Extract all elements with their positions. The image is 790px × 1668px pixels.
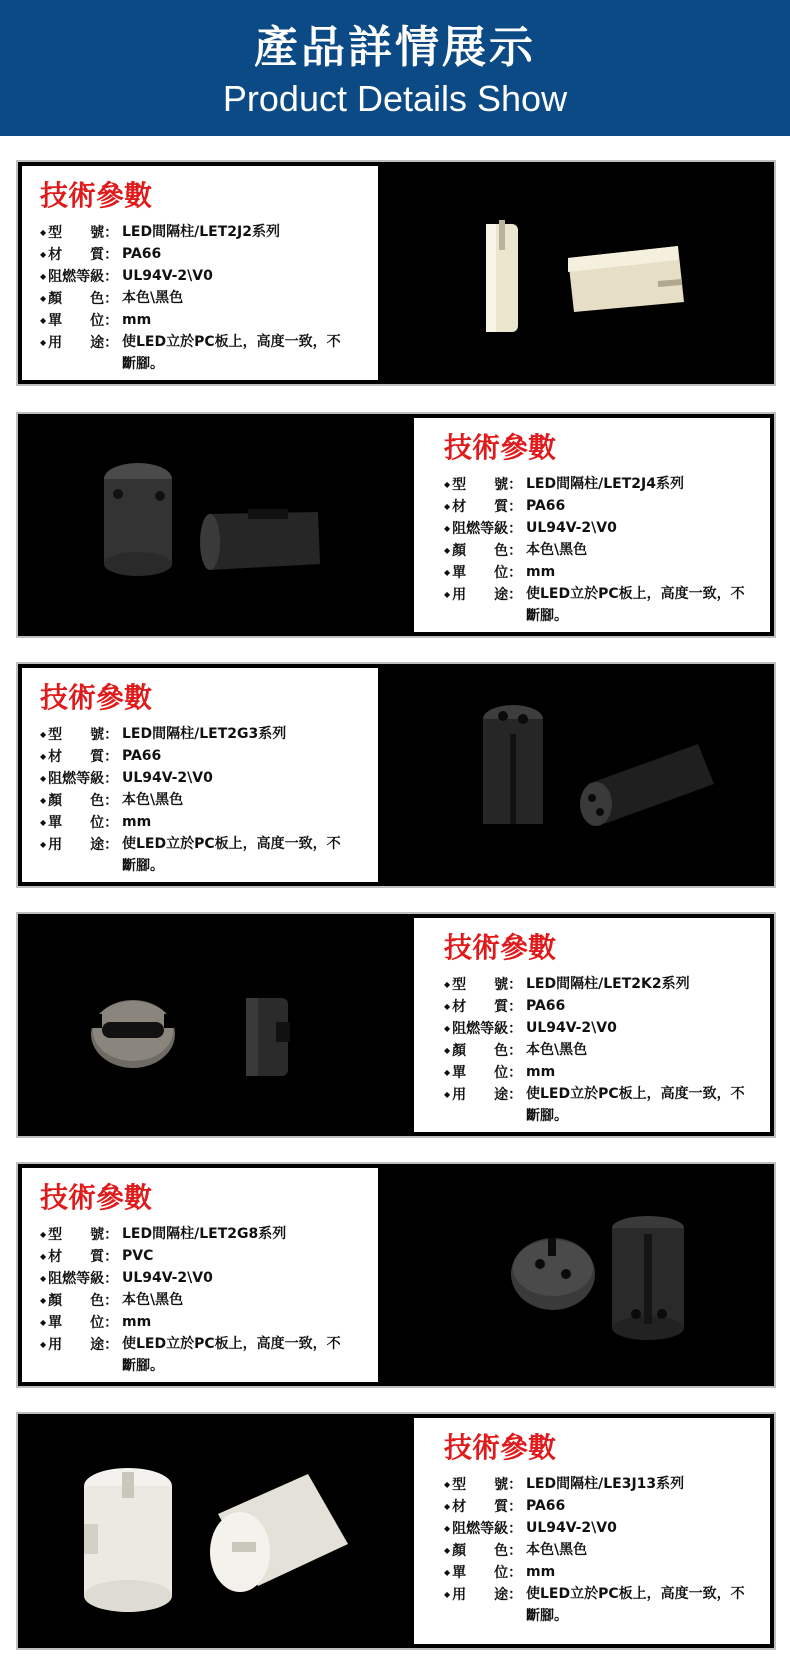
spec-heading: 技術參數 xyxy=(40,681,153,714)
spec-list xyxy=(444,974,770,1127)
spec-heading: 技術參數 xyxy=(444,931,557,964)
product-card-6 xyxy=(16,1412,776,1650)
spec-row-model: ◆ 型 號： LED間隔柱/LET2J4系列 xyxy=(444,474,770,496)
spec-row-flame: ◆ 阻燃等級： UL94V-2\V0 xyxy=(444,1018,770,1040)
spec-row-usage: ◆ 用 途： 使LED立於PC板上，高度一致，不 xyxy=(40,834,378,856)
spec-row-usage: ◆ 用 途： 使LED立於PC板上，高度一致，不 xyxy=(40,1334,378,1356)
spec-row-usage: ◆ 用 途： 使LED立於PC板上，高度一致，不 xyxy=(40,332,378,354)
spec-row-unit: ◆ 單 位： mm xyxy=(40,1312,378,1334)
spec-heading: 技術參數 xyxy=(444,431,557,464)
spec-row-material: ◆ 材 質： PA66 xyxy=(444,996,770,1018)
spec-usage-cont: 斷腳。 xyxy=(526,608,568,624)
spec-list xyxy=(444,474,770,627)
spec-row-color: ◆ 顏 色： 本色\黑色 xyxy=(444,540,770,562)
spec-row-model: ◆ 型 號： LED間隔柱/LET2K2系列 xyxy=(444,974,770,996)
spec-row-color: ◆ 顏 色： 本色\黑色 xyxy=(444,1540,770,1562)
product-photo-white-spacers xyxy=(18,1414,414,1648)
spec-usage-cont: 斷腳。 xyxy=(122,1358,164,1374)
spec-row-usage: ◆ 用 途： 使LED立於PC板上，高度一致，不 xyxy=(444,584,770,606)
spec-row-color: ◆ 顏 色： 本色\黑色 xyxy=(40,288,378,310)
spec-row-model: ◆ 型 號： LED間隔柱/LET2G8系列 xyxy=(40,1224,378,1246)
spec-row-material: ◆ 材 質： PA66 xyxy=(444,496,770,518)
product-card-2 xyxy=(16,412,776,638)
spec-usage-cont: 斷腳。 xyxy=(122,858,164,874)
spec-row-unit: ◆ 單 位： mm xyxy=(40,310,378,332)
spec-row-material: ◆ 材 質： PA66 xyxy=(40,746,378,768)
spec-row-flame: ◆ 阻燃等級： UL94V-2\V0 xyxy=(40,768,378,790)
page-banner xyxy=(0,0,790,136)
spec-heading: 技術參數 xyxy=(40,179,153,212)
product-photo-black-spacers xyxy=(378,1164,774,1386)
spec-panel xyxy=(22,166,378,380)
spec-usage-cont: 斷腳。 xyxy=(526,1608,568,1624)
spec-row-flame: ◆ 阻燃等級： UL94V-2\V0 xyxy=(444,518,770,540)
spec-panel xyxy=(22,668,378,882)
spec-row-color: ◆ 顏 色： 本色\黑色 xyxy=(40,790,378,812)
spec-row-model: ◆ 型 號： LED間隔柱/LE3J13系列 xyxy=(444,1474,770,1496)
spec-row-unit: ◆ 單 位： mm xyxy=(444,1562,770,1584)
banner-title-en: Product Details Show xyxy=(222,78,568,119)
spec-panel xyxy=(414,1418,770,1644)
spec-row-usage: ◆ 用 途： 使LED立於PC板上，高度一致，不 xyxy=(444,1584,770,1606)
spec-row-unit: ◆ 單 位： mm xyxy=(40,812,378,834)
spec-list xyxy=(40,222,378,375)
spec-panel xyxy=(414,418,770,632)
spec-panel xyxy=(22,1168,378,1382)
spec-row-color: ◆ 顏 色： 本色\黑色 xyxy=(40,1290,378,1312)
spec-list xyxy=(40,1224,378,1377)
spec-list xyxy=(444,1474,770,1627)
product-photo-black-spacers xyxy=(378,664,774,886)
product-card-3 xyxy=(16,662,776,888)
product-card-1 xyxy=(16,160,776,386)
spec-row-material: ◆ 材 質： PA66 xyxy=(40,244,378,266)
banner-title-zh: 產品詳情展示 xyxy=(254,22,536,73)
spec-row-unit: ◆ 單 位： mm xyxy=(444,1062,770,1084)
spec-panel xyxy=(414,918,770,1132)
spec-list xyxy=(40,724,378,877)
spec-row-model: ◆ 型 號： LED間隔柱/LET2G3系列 xyxy=(40,724,378,746)
spec-row-usage: ◆ 用 途： 使LED立於PC板上，高度一致，不 xyxy=(444,1084,770,1106)
spec-heading: 技術參數 xyxy=(40,1181,153,1214)
product-card-4 xyxy=(16,912,776,1138)
product-photo-white-spacers xyxy=(378,162,774,384)
product-photo-black-spacers xyxy=(18,914,414,1136)
spec-row-material: ◆ 材 質： PA66 xyxy=(444,1496,770,1518)
spec-row-color: ◆ 顏 色： 本色\黑色 xyxy=(444,1040,770,1062)
spec-row-flame: ◆ 阻燃等級： UL94V-2\V0 xyxy=(40,266,378,288)
product-card-5 xyxy=(16,1162,776,1388)
spec-row-flame: ◆ 阻燃等級： UL94V-2\V0 xyxy=(444,1518,770,1540)
spec-usage-cont: 斷腳。 xyxy=(122,356,164,372)
spec-heading: 技術參數 xyxy=(444,1431,557,1464)
product-photo-black-spacers xyxy=(18,414,414,636)
spec-row-material: ◆ 材 質： PVC xyxy=(40,1246,378,1268)
spec-row-model: ◆ 型 號： LED間隔柱/LET2J2系列 xyxy=(40,222,378,244)
spec-row-unit: ◆ 單 位： mm xyxy=(444,562,770,584)
spec-usage-cont: 斷腳。 xyxy=(526,1108,568,1124)
spec-row-flame: ◆ 阻燃等級： UL94V-2\V0 xyxy=(40,1268,378,1290)
